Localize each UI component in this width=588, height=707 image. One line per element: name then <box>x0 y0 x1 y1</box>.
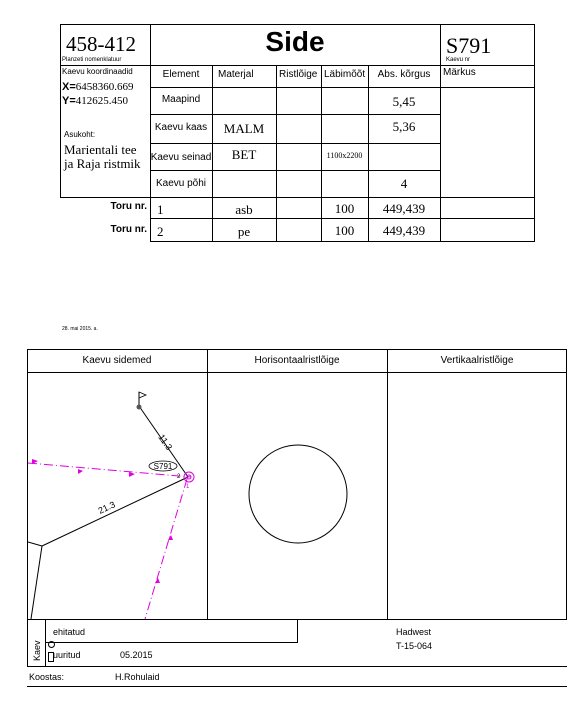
arrow-icon <box>78 469 83 474</box>
nomenclature-number: 458-412 <box>66 32 136 56</box>
arrow-icon <box>129 472 135 477</box>
well-number-label: Kaevu nr <box>446 57 471 63</box>
company-name: Hadwest <box>396 627 432 637</box>
arrow-icon <box>168 535 173 540</box>
page-title: Side <box>265 26 325 57</box>
well-tag: S791 <box>153 462 173 471</box>
location-line-1: Marientali tee <box>64 142 137 157</box>
job-number: T-15-064 <box>396 641 433 651</box>
horizontal-section-sketch <box>208 373 387 619</box>
pipe-abs-height: 449,439 <box>382 223 426 238</box>
pipe-material: asb <box>235 202 253 217</box>
location-label: Asukoht: <box>64 130 96 139</box>
distance-label: 11.3 <box>156 432 175 452</box>
coords-label: Kaevu koordinaadid <box>62 67 133 76</box>
col-header-diameter: Läbimõõt <box>324 69 366 80</box>
marker-icon <box>48 641 55 648</box>
pipe-abs-height: 449,439 <box>382 201 426 216</box>
author-label: Koostas: <box>29 672 65 682</box>
flag-icon <box>139 392 146 398</box>
author-name: H.Rohulaid <box>115 672 160 682</box>
pipe-line-2 <box>145 479 187 619</box>
col-header-material: Materjal <box>218 69 254 80</box>
surveyed-label: uuritud <box>53 650 81 660</box>
pipe-diameter: 100 <box>334 223 355 238</box>
nomenclature-label: Planzeti nomenklatuur <box>62 57 122 63</box>
tie-line-2 <box>42 477 188 546</box>
built-label: ehitatud <box>53 627 86 637</box>
col-header-abs-height: Abs. kõrgus <box>377 69 431 80</box>
well-connections-sketch <box>28 373 207 619</box>
building-edge <box>28 542 42 546</box>
col-header-remark: Märkus <box>443 67 476 78</box>
reference-point-icon <box>137 405 142 410</box>
col-header-cross-section: Ristlõige <box>279 69 318 80</box>
panel-title-horizontal-section: Horisontaalristlõige <box>254 355 340 366</box>
row-diameter: 1100x2200 <box>326 151 363 160</box>
well-number: S791 <box>446 33 492 58</box>
row-abs-height: 5,45 <box>392 94 416 109</box>
row-element: Kaevu kaas <box>154 122 208 133</box>
pipe-no-label: 2 <box>177 474 181 480</box>
surveyed-date: 05.2015 <box>120 650 153 660</box>
pipe-no-label: 1 <box>186 484 190 490</box>
panel-title-vertical-section: Vertikaalristlõige <box>440 355 514 366</box>
distance-label: 21.3 <box>96 499 117 516</box>
row-material: MALM <box>223 121 265 136</box>
building-edge <box>31 546 42 619</box>
pipe-number: 2 <box>157 224 164 239</box>
location-line-2: ja Raja ristmik <box>64 156 141 171</box>
side-label: Kaev <box>32 640 42 661</box>
row-element: Kaevu seinad <box>150 152 212 163</box>
x-coordinate: X=6458360.669 <box>62 81 134 93</box>
row-element: Maapind <box>161 94 201 105</box>
col-header-element: Element <box>162 69 200 80</box>
document-date: 28. mai 2015. a. <box>62 326 98 332</box>
y-coordinate: Y=412625.450 <box>62 95 129 107</box>
row-abs-height: 5,36 <box>392 119 416 134</box>
row-abs-height: 4 <box>400 176 408 191</box>
pipe-number: 1 <box>157 202 164 217</box>
well-section-circle <box>249 445 347 543</box>
pipe-material: pe <box>237 224 251 239</box>
pipe-label: Toru nr. <box>110 224 147 235</box>
row-element: Kaevu põhi <box>155 178 207 189</box>
panel-title-connections: Kaevu sidemed <box>82 355 152 366</box>
pipe-diameter: 100 <box>334 201 355 216</box>
row-material: BET <box>231 147 257 162</box>
pipe-label: Toru nr. <box>110 201 147 212</box>
